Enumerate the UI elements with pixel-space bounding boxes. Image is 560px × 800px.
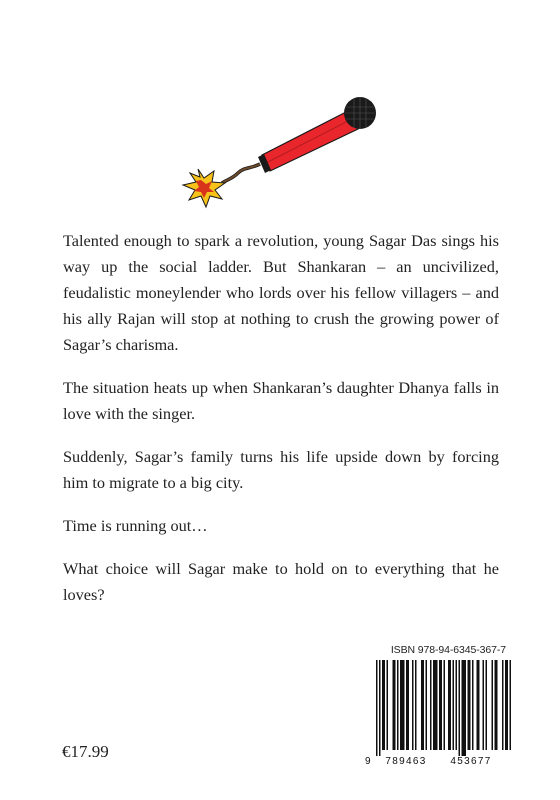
barcode-bar [505, 660, 508, 750]
barcode-bar [387, 660, 389, 750]
barcode-bar [412, 660, 414, 750]
barcode-bar [379, 660, 381, 756]
barcode-bar [406, 660, 409, 750]
barcode-bar [477, 660, 480, 750]
barcode-bar [492, 660, 494, 750]
barcode-bar [495, 660, 498, 750]
barcode-digits-right: 453677 [450, 756, 492, 766]
barcode-bar [376, 660, 378, 756]
blurb-paragraph: Suddenly, Sagar’s family turns his life upside down by forcing him to migrate to a big city. [63, 447, 499, 492]
barcode-digits-left: 789463 [385, 756, 427, 766]
barcode-bar [415, 660, 417, 750]
barcode-bar [430, 660, 432, 750]
barcode-bar [472, 660, 474, 750]
microphone-bomb-illustration [170, 85, 390, 215]
spark-icon [183, 169, 225, 207]
isbn-label: ISBN 978-94-6345-367-7 [390, 644, 506, 656]
barcode-bar [439, 660, 442, 750]
blurb [63, 228, 499, 625]
microphone-icon [258, 97, 376, 173]
blurb-paragraph: Talented enough to spark a revolution, young Sagar Das sings his way up the social ladder. But Shankaran – an uncivilized, feudalistic moneylender who lords over his fellow villagers – and his ally Rajan will stop at nothing to crush the growing power of Sagar’s charisma. [63, 231, 499, 354]
barcode-bar [400, 660, 405, 750]
barcode-bar [393, 660, 396, 750]
barcode-bar [433, 660, 438, 750]
barcode-bar [382, 660, 385, 750]
barcode-bar [448, 660, 451, 750]
barcode-bar [462, 660, 467, 756]
price: €17.99 [62, 742, 109, 761]
barcode-bar [444, 660, 446, 750]
blurb-paragraph: Time is running out… [63, 516, 208, 535]
barcode-bar [468, 660, 471, 750]
barcode-digit-lead: 9 [365, 756, 371, 766]
barcode-bar [453, 660, 455, 750]
isbn-barcode [362, 658, 512, 766]
barcode-bar [459, 660, 461, 756]
barcode-bar [421, 660, 424, 750]
barcode-bar [397, 660, 399, 750]
blurb-paragraph: The situation heats up when Shankaran’s daughter Dhanya falls in love with the singer. [63, 378, 499, 423]
barcode-bar [426, 660, 428, 750]
blurb-paragraph: What choice will Sagar make to hold on to everything that he loves? [63, 559, 499, 604]
barcode-bar [510, 660, 512, 750]
barcode-bar [456, 660, 458, 750]
barcode-bar [502, 660, 504, 750]
barcode-bar [486, 660, 488, 750]
barcode-bar [483, 660, 485, 750]
